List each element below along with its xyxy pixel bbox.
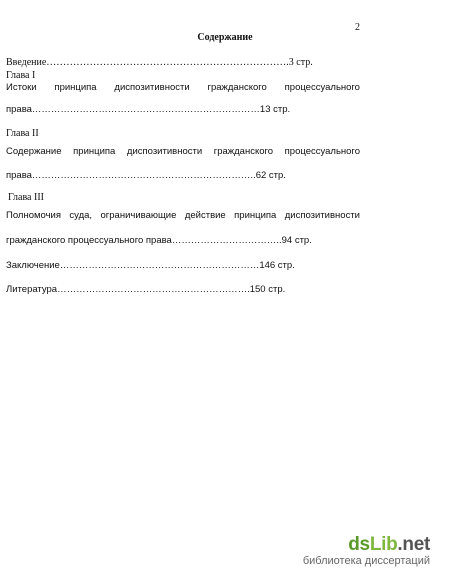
word: диспозитивности xyxy=(284,210,360,221)
word: принципа xyxy=(234,210,277,221)
word: гражданского xyxy=(213,146,274,157)
toc-entry-conclusion: Заключение………………………………………………………146 стр. xyxy=(6,260,295,271)
word: процессуального xyxy=(284,146,360,157)
watermark-logo-net: .net xyxy=(397,534,430,555)
toc-entry-literature: Литература…………………………………………………….150 стр. xyxy=(6,284,286,295)
page-number: 2 xyxy=(355,22,360,33)
word: Полномочия xyxy=(6,210,61,221)
word: Содержание xyxy=(6,146,62,157)
chapter-3-label: Глава III xyxy=(8,192,44,203)
watermark-logo-lib: Lib xyxy=(369,534,398,555)
toc-title: Содержание xyxy=(197,32,253,43)
word: принципа xyxy=(73,146,116,157)
word: принципа xyxy=(54,82,97,93)
chapter-2-title xyxy=(6,146,360,157)
word: Истоки xyxy=(6,82,37,93)
word: ограничивающие xyxy=(100,210,177,221)
watermark-tagline: библиотека диссертаций xyxy=(302,555,430,567)
watermark-logo-ds: ds xyxy=(348,534,370,555)
chapter-1-title xyxy=(6,82,360,93)
chapter-2-label: Глава II xyxy=(6,128,39,139)
word: диспозитивности xyxy=(126,146,203,157)
word: действие xyxy=(184,210,226,221)
chapter-3-page: гражданского процессуального права……………………………..94 стр. xyxy=(6,235,312,246)
word: гражданского xyxy=(207,82,267,93)
chapter-1-label: Глава I xyxy=(6,70,36,81)
word: процессуального xyxy=(284,82,360,93)
toc-entry-intro: Введение……………………………………………………………….3 стр. xyxy=(6,57,313,68)
chapter-1-page: права………………………………………………………………13 стр. xyxy=(6,104,291,115)
word: диспозитивности xyxy=(114,82,190,93)
watermark-logo xyxy=(303,535,430,555)
chapter-3-title xyxy=(6,210,360,221)
chapter-2-page: права……………………………………………………………..62 стр. xyxy=(6,170,286,181)
watermark xyxy=(303,535,430,568)
word: суда, xyxy=(69,210,93,221)
